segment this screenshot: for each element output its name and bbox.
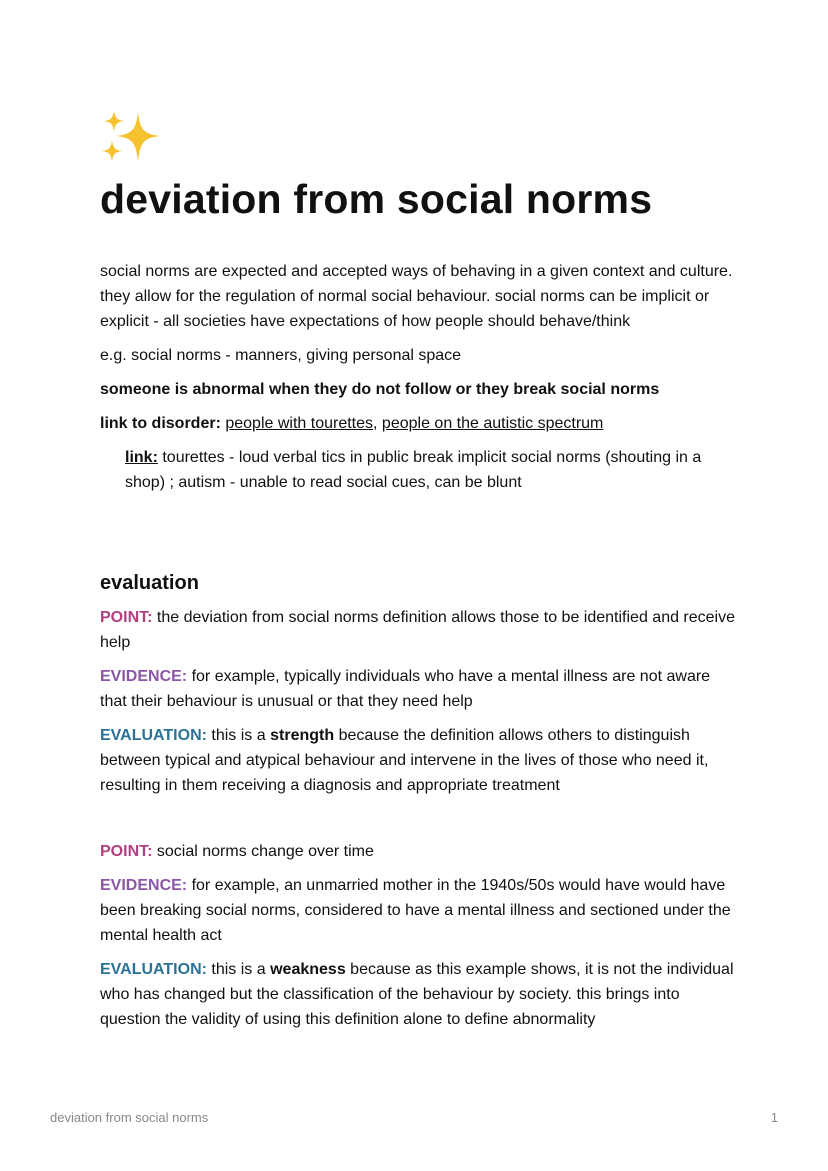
evidence-label: EVIDENCE: xyxy=(100,668,188,685)
weakness-point xyxy=(100,839,740,864)
evaluation-post: because the definition allows others to distinguish between typical and atypical behaviour and intervene in the lives of those who need it, resulting in them receiving a diagnosis and appropriate treatment xyxy=(100,727,709,794)
evaluation-pre: this is a xyxy=(211,727,266,744)
footer-title: deviation from social norms xyxy=(50,1110,209,1125)
link-paragraph xyxy=(100,445,740,495)
point-text: the deviation from social norms definition allows those to be identified and receive help xyxy=(100,609,736,651)
evidence-text: for example, typically individuals who have a mental illness are not aware that their behaviour is unusual or that they need help xyxy=(100,668,711,710)
weakness-evidence xyxy=(100,873,740,948)
point-label: POINT: xyxy=(100,843,153,860)
evidence-label: EVIDENCE: xyxy=(100,877,188,894)
disorder-label: link to disorder: xyxy=(100,415,221,432)
strength-evidence xyxy=(100,664,740,714)
evaluation-post: because as this example shows, it is not the individual who has changed but the classification of the behaviour by society. this brings into question the validity of using this definition alone to define abnormality xyxy=(100,961,734,1028)
evaluation-pre: this is a xyxy=(211,961,266,978)
evaluation-keyword: strength xyxy=(270,727,335,744)
strength-point xyxy=(100,605,740,655)
evaluation-heading: evaluation xyxy=(100,572,199,594)
evaluation-keyword: weakness xyxy=(270,961,346,978)
abnormal-statement: someone is abnormal when they do not follow or they break social norms xyxy=(100,381,660,398)
strength-evaluation xyxy=(100,723,740,798)
disorder-tourettes: people with tourettes xyxy=(225,415,374,432)
page-title: deviation from social norms xyxy=(100,176,653,222)
evaluation-label: EVALUATION: xyxy=(100,961,207,978)
point-text: social norms change over time xyxy=(156,843,374,860)
sparkles-icon xyxy=(100,108,164,168)
disorder-line xyxy=(100,411,740,436)
definition-paragraph: social norms are expected and accepted ways of behaving in a given context and culture. they allow for the regulation of normal social behaviour. social norms can be implicit or explicit - all societies have expectations of how people should behave/think xyxy=(100,263,733,330)
evidence-text: for example, an unmarried mother in the 1940s/50s would have would have been breaking social norms, considered to have a mental illness and sectioned under the mental health act xyxy=(100,877,731,944)
weakness-evaluation xyxy=(100,957,740,1032)
disorder-autism: people on the autistic spectrum xyxy=(381,415,604,432)
evaluation-label: EVALUATION: xyxy=(100,727,207,744)
weakness-block xyxy=(100,839,740,1041)
point-label: POINT: xyxy=(100,609,153,626)
strength-block xyxy=(100,605,740,807)
disorder-separator: , xyxy=(373,415,378,432)
link-label: link: xyxy=(125,449,158,466)
link-text: tourettes - loud verbal tics in public break implicit social norms (shouting in a shop) ; autism - unable to read social cues, can be blunt xyxy=(125,449,702,491)
footer-page-number: 1 xyxy=(770,1110,778,1125)
example-paragraph: e.g. social norms - manners, giving personal space xyxy=(100,347,462,364)
intro-section xyxy=(100,259,740,495)
